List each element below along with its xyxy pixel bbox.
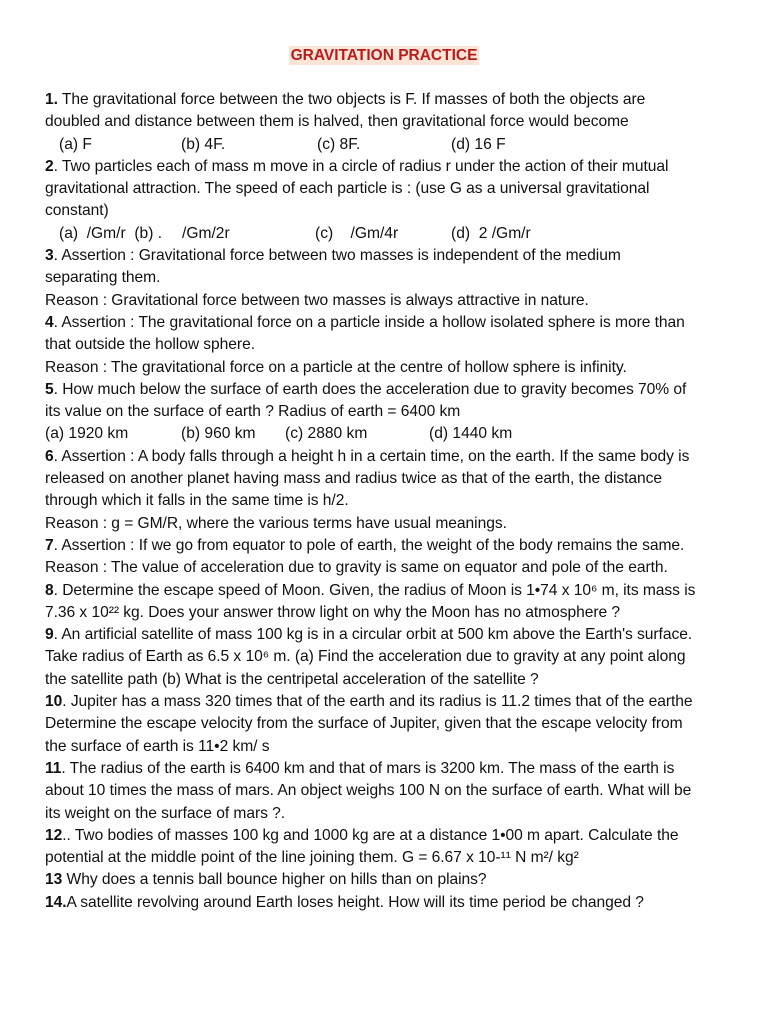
question-1-option-d: (d) 16 F xyxy=(451,135,506,153)
question-4-number: 4 xyxy=(45,313,54,331)
question-5-line-1: 5. How much below the surface of earth does the acceleration due to gravity becomes 70% of xyxy=(45,380,687,398)
question-9-number: 9 xyxy=(45,626,54,644)
question-1-line-1: 1. The gravitational force between the two objects is F. If masses of both the objects are xyxy=(45,91,646,108)
question-13-number: 13 xyxy=(45,871,63,889)
question-6-reason: Reason : g = GM/R, where the various terms have usual meanings. xyxy=(45,514,507,532)
question-6-number: 6 xyxy=(45,447,54,465)
question-6-line-2: released on another planet having mass and radius twice as that of the earth, the distance xyxy=(45,470,663,488)
question-11-line-2: about 10 times the mass of mars. An object weighs 100 N on the surface of earth. What will be xyxy=(45,782,692,800)
question-1-line-2: doubled and distance between them is halved, then gravitational force would become xyxy=(45,113,629,131)
question-5-options xyxy=(45,423,745,445)
question-2-option-b-value: /Gm/2r xyxy=(182,224,230,242)
question-11-line-1: 11. The radius of the earth is 6400 km and that of mars is 3200 km. The mass of the earth is xyxy=(45,759,675,777)
question-2-number: 2 xyxy=(45,157,54,175)
question-14-line-1: 14.A satellite revolving around Earth loses height. How will its time period be changed ? xyxy=(45,893,644,911)
question-2-line-1: 2. Two particles each of mass m move in a circle of radius r under the action of their mutual xyxy=(45,157,669,175)
question-11-line-3: its weight on the surface of mars ?. xyxy=(45,804,286,822)
question-8-line-2: 7.36 x 10²² kg. Does your answer throw light on why the Moon has no atmosphere ? xyxy=(45,603,621,621)
question-5-option-a: (a) 1920 km xyxy=(45,425,129,443)
question-list xyxy=(45,89,745,914)
question-13-line-1: 13 Why does a tennis ball bounce higher on hills than on plains? xyxy=(45,871,487,889)
question-4-line-1: 4. Assertion : The gravitational force on a particle inside a hollow isolated sphere is more than xyxy=(45,313,685,331)
question-1-number: 1. xyxy=(45,91,58,108)
document-title: GRAVITATION PRACTICE xyxy=(290,47,478,64)
question-5-line-2: its value on the surface of earth ? Radius of earth = 6400 km xyxy=(45,403,461,421)
question-9-line-3: the satellite path (b) What is the centripetal acceleration of the satellite ? xyxy=(45,670,539,688)
question-1-option-a: (a) F xyxy=(59,135,92,153)
question-6-line-1: 6. Assertion : A body falls through a height h in a certain time, on the earth. If the same body is xyxy=(45,447,690,465)
question-12-line-2: potential at the middle point of the line joining them. G = 6.67 x 10-¹¹ N m²/ kg² xyxy=(45,849,579,867)
question-4-reason: Reason : The gravitational force on a particle at the centre of hollow sphere is infinity. xyxy=(45,358,627,376)
question-7-reason: Reason : The value of acceleration due to gravity is same on equator and pole of the earth. xyxy=(45,559,668,577)
question-9-line-1: 9. An artificial satellite of mass 100 kg is in a circular orbit at 500 km above the Earth's surface. xyxy=(45,626,693,644)
question-7-number: 7 xyxy=(45,536,54,554)
question-2-option-d: (d) 2 /Gm/r xyxy=(451,224,531,242)
question-3-line-1: 3. Assertion : Gravitational force between two masses is independent of the medium xyxy=(45,247,621,265)
question-3-reason: Reason : Gravitational force between two masses is always attractive in nature. xyxy=(45,291,589,309)
question-11-number: 11 xyxy=(45,759,62,777)
question-2-options xyxy=(45,223,745,245)
question-2-line-2: gravitational attraction. The speed of each particle is : (use G as a universal gravitational xyxy=(45,180,650,198)
question-1-option-c: (c) 8F. xyxy=(317,135,361,153)
question-3-line-2: separating them. xyxy=(45,269,161,287)
question-10-line-2: Determine the escape velocity from the surface of Jupiter, given that the escape velocity from xyxy=(45,715,683,733)
question-2-option-c: (c) /Gm/4r xyxy=(315,224,399,242)
question-5-number: 5 xyxy=(45,380,54,398)
question-3-number: 3 xyxy=(45,247,54,265)
question-2-option-a-b: (a) /Gm/r (b) . xyxy=(59,224,163,242)
question-10-line-3: the surface of earth is 11•2 km/ s xyxy=(45,737,270,755)
question-8-line-1: 8. Determine the escape speed of Moon. Given, the radius of Moon is 1•74 x 10⁶ m, its mass is xyxy=(45,581,696,599)
question-6-line-3: through which it falls in the same time is h/2. xyxy=(45,492,349,510)
question-8-number: 8 xyxy=(45,581,54,599)
question-2-line-3: constant) xyxy=(45,202,109,220)
question-5-option-d: (d) 1440 km xyxy=(429,425,513,443)
question-14-number: 14. xyxy=(45,893,67,911)
question-12-line-1: 12.. Two bodies of masses 100 kg and 1000 kg are at a distance 1•00 m apart. Calculate the xyxy=(45,826,679,844)
question-10-line-1: 10. Jupiter has a mass 320 times that of the earth and its radius is 11.2 times that of the earthe xyxy=(45,693,693,711)
question-1-options xyxy=(45,134,745,156)
question-5-option-b: (b) 960 km xyxy=(181,425,256,443)
question-5-option-c: (c) 2880 km xyxy=(285,425,368,443)
question-10-number: 10 xyxy=(45,693,63,711)
question-9-line-2: Take radius of Earth as 6.5 x 10⁶ m. (a) Find the acceleration due to gravity at any point along xyxy=(45,648,686,666)
question-4-line-2: that outside the hollow sphere. xyxy=(45,336,255,354)
question-12-number: 12 xyxy=(45,826,63,844)
question-7-line-1: 7. Assertion : If we go from equator to pole of earth, the weight of the body remains the same. xyxy=(45,536,685,554)
question-1-option-b: (b) 4F. xyxy=(181,135,226,153)
